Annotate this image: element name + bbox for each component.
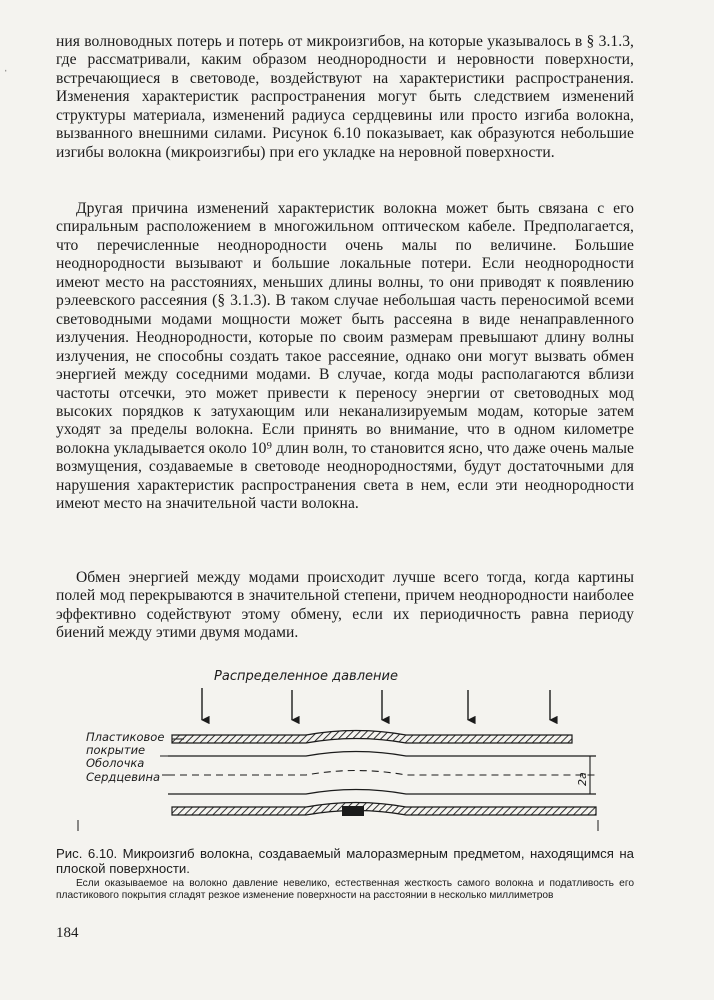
pressure-arrows xyxy=(202,688,550,720)
core-axis-line xyxy=(168,771,596,776)
pressure-label: Распределенное давление xyxy=(214,669,398,684)
paragraph-2: Другая причина изменений характеристик волокна может быть связана с его спиральным расположением в многожильном оптическом кабеле. Предполагается, что перечисленные неоднородности очень малы по величине. Большие неоднородности вызывают и большие локальные потери. Если неоднородности имеют место на расстояниях, меньших длины волны, то они приводят к появлению рэлеевского рассеяния (§ 3.1.3). В таком случае небольшая часть переносимой всеми световодными модами мощности может быть рассеяна в виде ненаправленного излучения. Неоднородности, которые по своим размерам превышают длину волны излучения, не способны создать такое рассеяние, однако они могут вызвать обмен энергией между соседними модами. В случае, когда моды располагаются вблизи частоты отсечки, это может привести к переносу энергии от световодных мод высоких порядков к затухающим или неканализируемым модам, которые затем уходят за пределы волокна. Если принять во внимание, что в одном километре волокна укладывается около 10⁹ длин волн, то становится ясно, что даже очень малые возмущения, создаваемые в световоде неоднородностями, будут достаточными для нарушения характеристик распространения света в нем, если эти неоднородности имеют место на значительной части волокна. xyxy=(56,200,634,513)
paragraph-1: ния волноводных потерь и потерь от микроизгибов, на которые указывалось в § 3.1.3, где рассматривали, каким образом неоднородности и неровности поверхности, встречающиеся в световоде, воздействуют на характеристики распространения. Изменения характеристик распространения могут быть следствием изменений структуры материала, изменений радиуса сердцевины или просто изгиба волокна, вызванного внешними силами. Рисунок 6.10 показывает, как образуются небольшие изгибы волокна (микроизгибы) при его укладке на неровной поверхности. xyxy=(56,33,634,161)
paragraph-3: Обмен энергией между модами происходит лучше всего тогда, когда картины полей мод перекрываются в значительной степени, причем неоднородности наиболее эффективно содействуют этому обмену, если их периодичность равна периоду биений между этими двумя модами. xyxy=(56,569,634,642)
label-coating-1: Пластиковое xyxy=(86,730,165,744)
label-cladding: Оболочка xyxy=(86,756,145,770)
figure-caption: Рис. 6.10. Микроизгиб волокна, создаваемый малоразмерным предметом, находящимся на плоской поверхности. xyxy=(56,846,634,877)
bottom-coating-band xyxy=(172,803,596,816)
label-core: Сердцевина xyxy=(86,770,161,784)
label-coating-2: покрытие xyxy=(86,743,146,757)
microbend-figure xyxy=(56,660,641,840)
cladding-bottom-line xyxy=(168,790,596,795)
top-coating-band xyxy=(172,731,572,744)
cladding-top-line xyxy=(168,752,596,757)
margin-mark: ˌ xyxy=(4,60,8,72)
small-object xyxy=(342,806,364,816)
page-number: 184 xyxy=(56,925,79,941)
dimension-label: 2a xyxy=(576,772,589,786)
leader-lines xyxy=(160,739,184,775)
figure-note: Если оказываемое на волокно давление невелико, естественная жесткость самого волокна и податливость его пластикового покрытия сгладят резкое изменение поверхности на расстоянии в несколько миллиметров xyxy=(56,878,634,901)
